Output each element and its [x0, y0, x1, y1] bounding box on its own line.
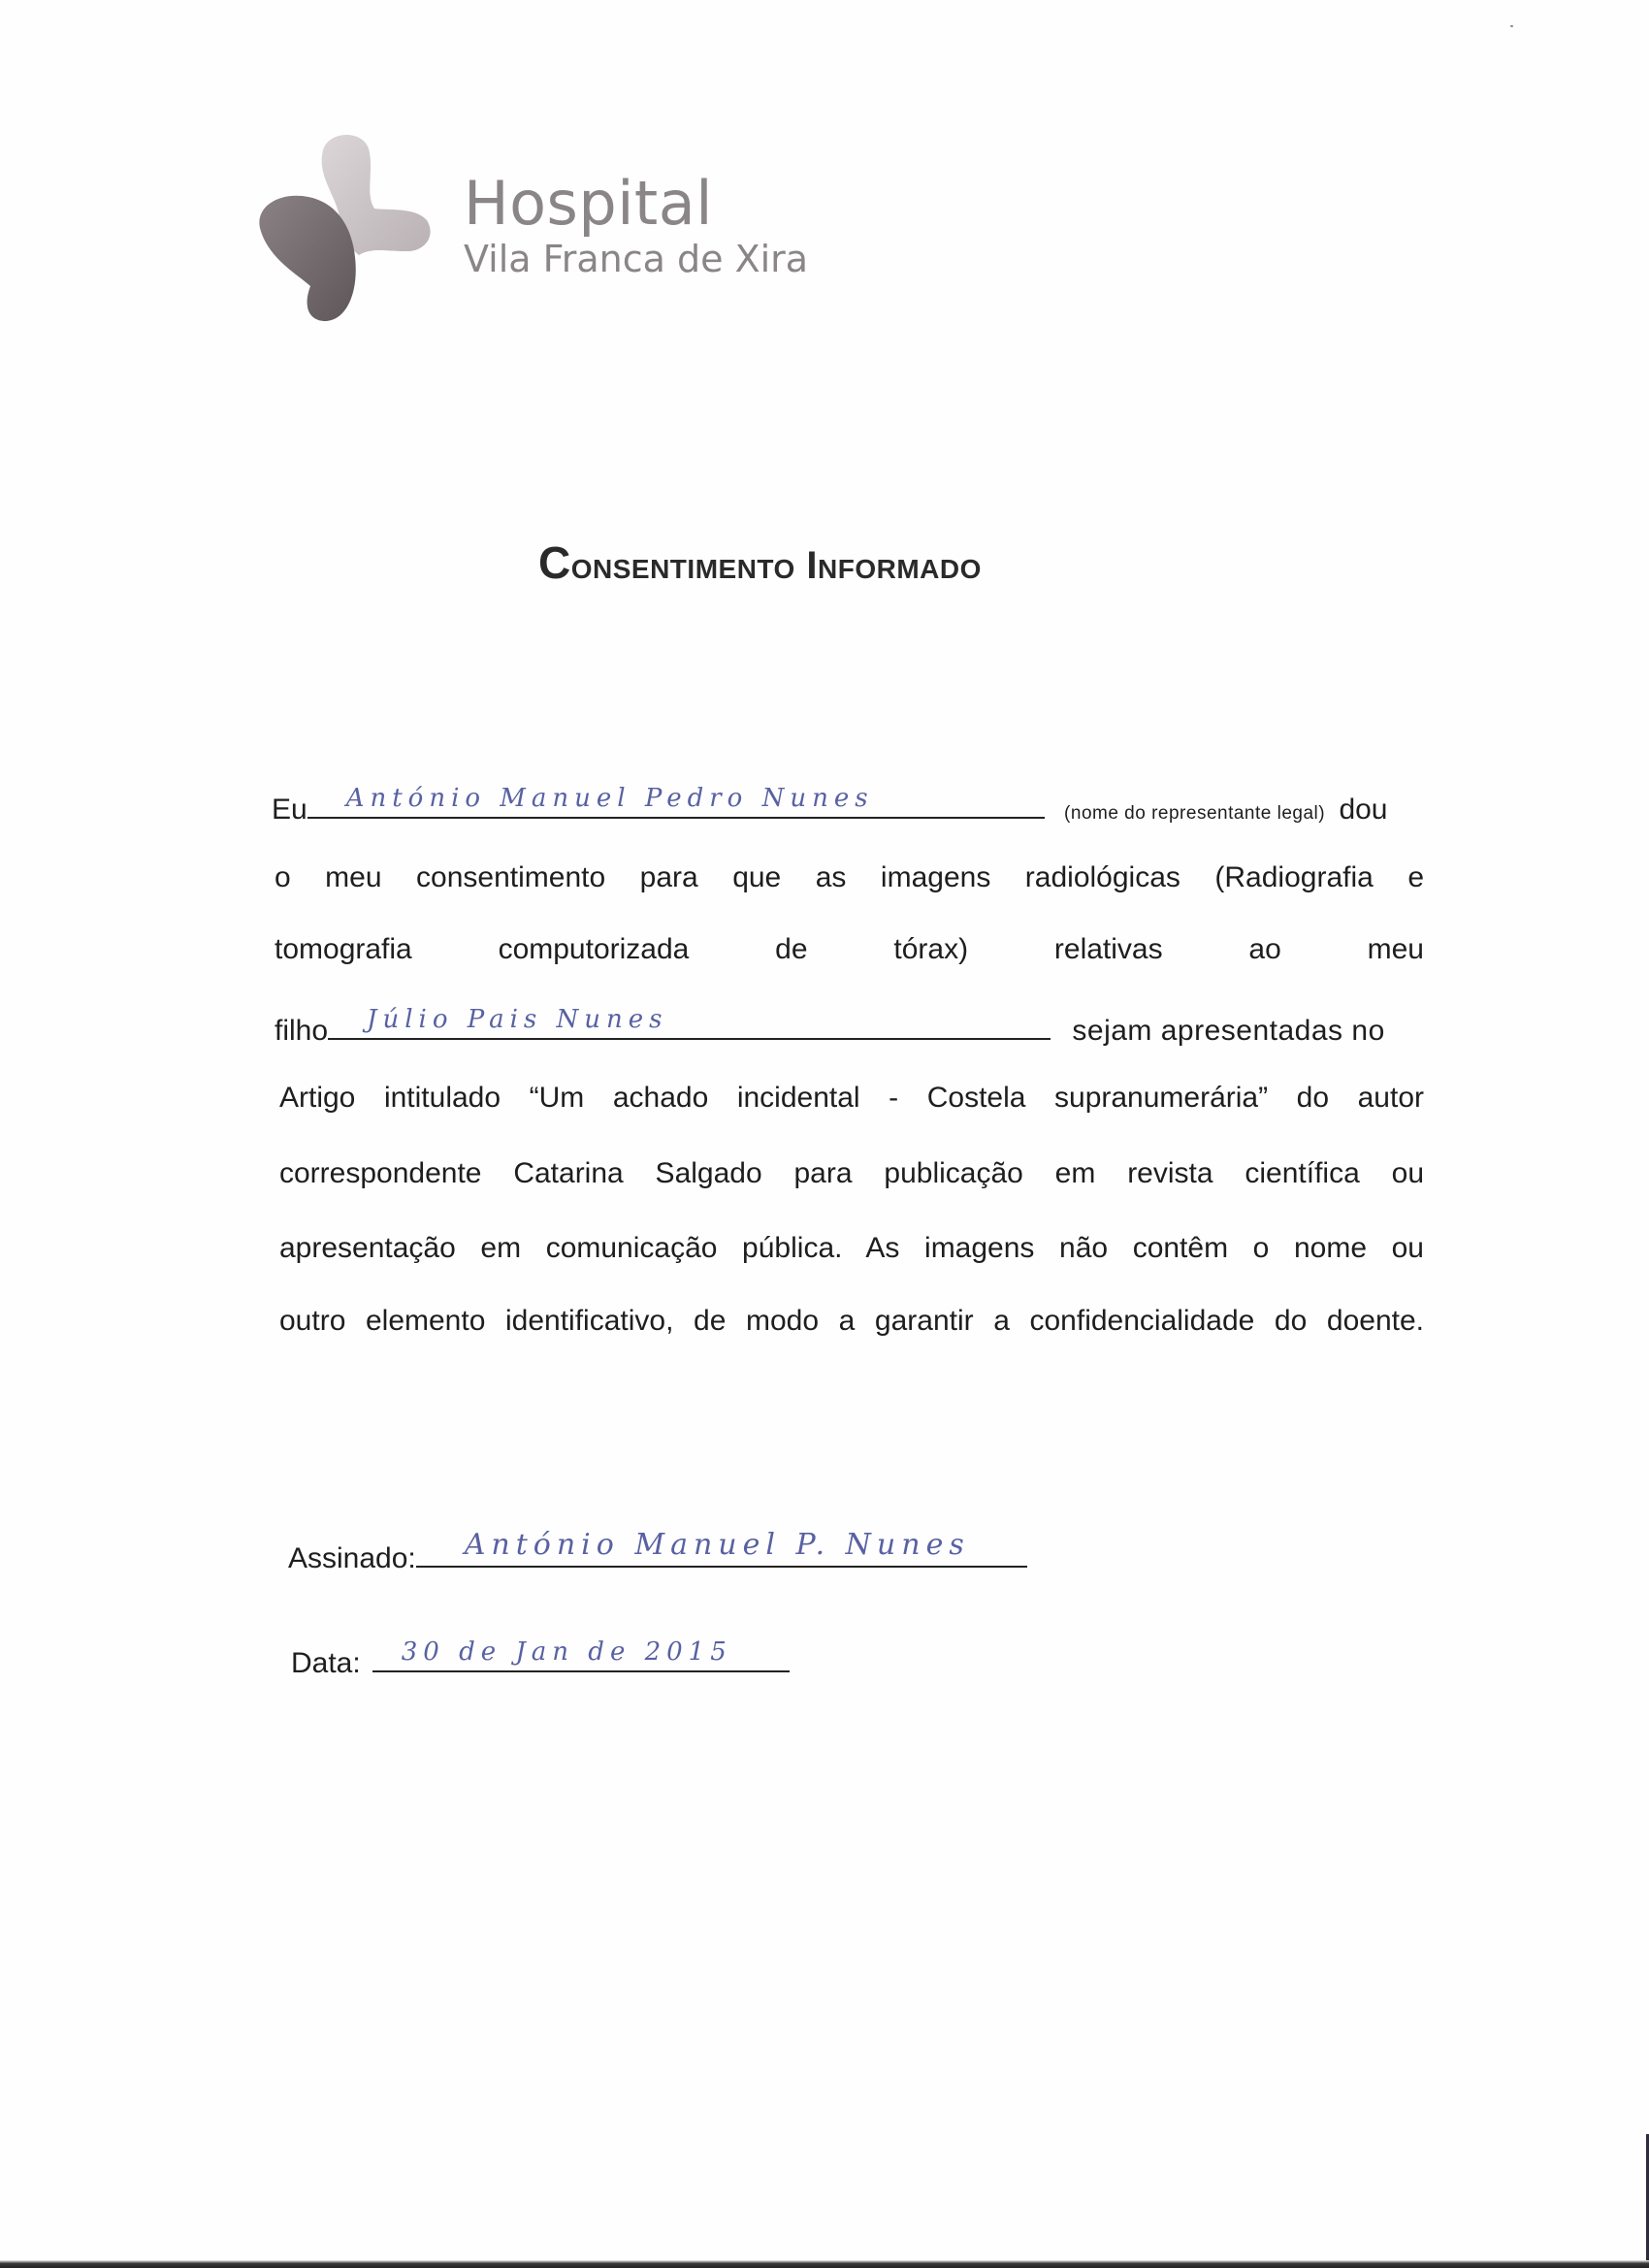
after-child-text: sejam apresentadas no — [1072, 1015, 1385, 1047]
representative-hint: (nome do representante legal) — [1064, 803, 1326, 824]
document-title — [538, 536, 982, 589]
body-line-4: outro elemento identificativo, de modo a garantir a confidencialidade do doente. — [279, 1305, 1424, 1337]
representative-name-field[interactable] — [307, 784, 1045, 819]
hospital-logo — [250, 131, 832, 325]
paragraph-line-2: tomografia computorizada de tórax) relativas ao meu — [275, 933, 1424, 965]
representative-name-handwriting: António Manuel Pedro Nunes — [345, 784, 874, 813]
hospital-cross-logo-icon — [250, 131, 444, 325]
child-name-field[interactable] — [328, 1005, 1051, 1040]
logo-hospital-name: Vila Franca de Xira — [464, 238, 809, 280]
scan-speck — [1510, 25, 1513, 27]
date-line — [291, 1637, 790, 1680]
scan-edge-bottom — [0, 2260, 1649, 2268]
date-label: Data: — [291, 1647, 361, 1679]
date-handwriting: 30 de Jan de 2015 — [401, 1637, 732, 1667]
title-rest: onsentimento Informado — [570, 544, 982, 587]
signature-label: Assinado: — [288, 1542, 416, 1574]
logo-hospital-word: Hospital — [464, 168, 713, 239]
child-line — [275, 1005, 1385, 1048]
representative-line — [272, 784, 1388, 826]
paragraph-line-1: o meu consentimento para que as imagens radiológicas (Radiografia e — [275, 861, 1424, 893]
date-field[interactable] — [372, 1637, 790, 1672]
child-label: filho — [275, 1015, 329, 1047]
title-first-letter: C — [538, 537, 571, 588]
signature-field[interactable] — [416, 1528, 1027, 1568]
signature-handwriting: António Manuel P. Nunes — [464, 1528, 970, 1562]
intro-label: Eu — [272, 794, 307, 826]
child-name-handwriting: Júlio Pais Nunes — [367, 1005, 668, 1034]
body-line-3: apresentação em comunicação pública. As imagens não contêm o nome ou — [279, 1232, 1424, 1264]
body-line-2: correspondente Catarina Salgado para publicação em revista científica ou — [279, 1157, 1424, 1189]
body-line-1: Artigo intitulado “Um achado incidental - Costela supranumerária” do autor — [279, 1082, 1424, 1114]
after-hint-text: dou — [1339, 794, 1388, 826]
signature-line — [288, 1528, 1027, 1575]
